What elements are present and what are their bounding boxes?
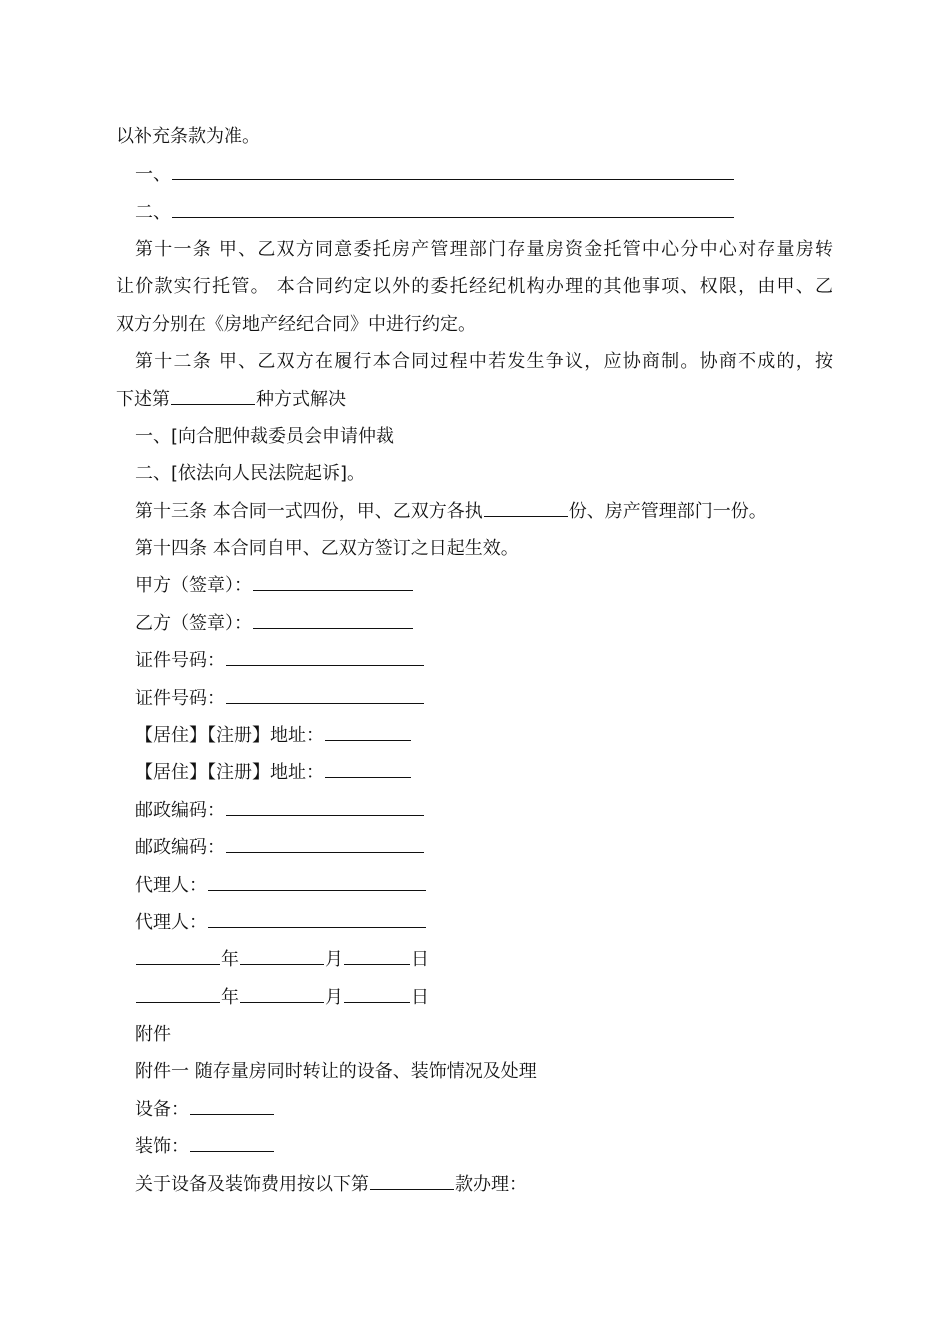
clause-14: 第十四条 本合同自甲、乙双方签订之日起生效。 [135, 538, 519, 559]
field-label: 证件号码： [135, 650, 225, 671]
fill-blank [136, 984, 220, 1003]
text-segment: 份、房产管理部门一份。 [568, 501, 767, 522]
fill-blank [172, 161, 734, 180]
fill-blank [208, 909, 426, 928]
postal-code-b [135, 833, 425, 863]
clause-13 [135, 497, 767, 527]
dispute-option-1: 一、[向合肥仲裁委员会申请仲裁 [135, 426, 395, 447]
text-segment: 款办理： [455, 1174, 527, 1195]
item-label: 二、 [135, 202, 171, 223]
date-unit: 日 [411, 987, 429, 1008]
fill-blank [484, 498, 568, 517]
date-line-1 [135, 945, 429, 975]
text-segment: 第十三条 本合同一式四份，甲、乙双方各执 [135, 501, 483, 522]
fill-blank [344, 946, 410, 965]
date-unit: 月 [325, 949, 343, 970]
equipment-field [135, 1095, 275, 1125]
fill-blank [190, 1096, 274, 1115]
field-label: 乙方（签章）： [135, 613, 252, 634]
text-segment: 下述第 [116, 389, 170, 410]
id-number-b [135, 684, 425, 714]
agent-a [135, 871, 427, 901]
date-unit: 年 [221, 987, 239, 1008]
date-unit: 日 [411, 949, 429, 970]
dispute-option-2: 二、[依法向人民法院起诉]。 [135, 463, 366, 484]
blank-item-2 [135, 198, 735, 228]
text-segment: 种方式解决 [256, 389, 346, 410]
field-label: 甲方（签章）： [135, 575, 252, 596]
field-label: 邮政编码： [135, 837, 225, 858]
address-a [135, 721, 412, 751]
blank-item-1 [135, 160, 735, 190]
item-label: 一、 [135, 164, 171, 185]
fill-blank [208, 872, 426, 891]
date-line-2 [135, 983, 429, 1013]
id-number-a [135, 646, 425, 676]
fill-blank [240, 984, 324, 1003]
fill-blank [226, 834, 424, 853]
address-b [135, 758, 412, 788]
fill-blank [240, 946, 324, 965]
fill-blank [253, 610, 413, 629]
field-label: 装饰： [135, 1136, 189, 1157]
fill-blank [370, 1171, 454, 1190]
attachment-heading: 附件 [135, 1024, 171, 1045]
field-label: 设备： [135, 1099, 189, 1120]
fill-blank [344, 984, 410, 1003]
fill-blank [325, 722, 411, 741]
fill-blank [253, 572, 413, 591]
fill-blank [172, 199, 734, 218]
field-label: 代理人： [135, 912, 207, 933]
fill-blank [226, 647, 424, 666]
agent-b [135, 908, 427, 938]
clause-11-line-1: 第十一条 甲、乙双方同意委托房产管理部门存量房资金托管中心分中心对存量房转 [135, 239, 833, 260]
fill-blank [171, 386, 255, 405]
postal-code-a [135, 796, 425, 826]
field-label: 【居住】【注册】地址： [135, 725, 324, 746]
fill-blank [226, 797, 424, 816]
field-label: 代理人： [135, 875, 207, 896]
field-label: 【居住】【注册】地址： [135, 762, 324, 783]
party-a-signature [135, 571, 414, 601]
party-b-signature [135, 609, 414, 639]
attachment-one-title: 附件一 随存量房同时转让的设备、装饰情况及处理 [135, 1061, 537, 1082]
field-label: 证件号码： [135, 688, 225, 709]
fill-blank [136, 946, 220, 965]
field-label: 邮政编码： [135, 800, 225, 821]
clause-text: 以补充条款为准。 [116, 126, 260, 147]
date-unit: 月 [325, 987, 343, 1008]
clause-12-line-2 [116, 385, 346, 415]
text-segment: 关于设备及装饰费用按以下第 [135, 1174, 369, 1195]
fill-blank [190, 1133, 274, 1152]
date-unit: 年 [221, 949, 239, 970]
fill-blank [325, 759, 411, 778]
decoration-field [135, 1132, 275, 1162]
fill-blank [226, 685, 424, 704]
clause-11-line-2: 让价款实行托管。 本合同约定以外的委托经纪机构办理的其他事项、权限，由甲、乙 [116, 276, 833, 297]
fee-handling-line [135, 1170, 527, 1200]
clause-12-line-1: 第十二条 甲、乙双方在履行本合同过程中若发生争议，应协商制。协商不成的，按 [135, 351, 833, 372]
clause-11-line-3: 双方分别在《房地产经纪合同》中进行约定。 [116, 314, 476, 335]
